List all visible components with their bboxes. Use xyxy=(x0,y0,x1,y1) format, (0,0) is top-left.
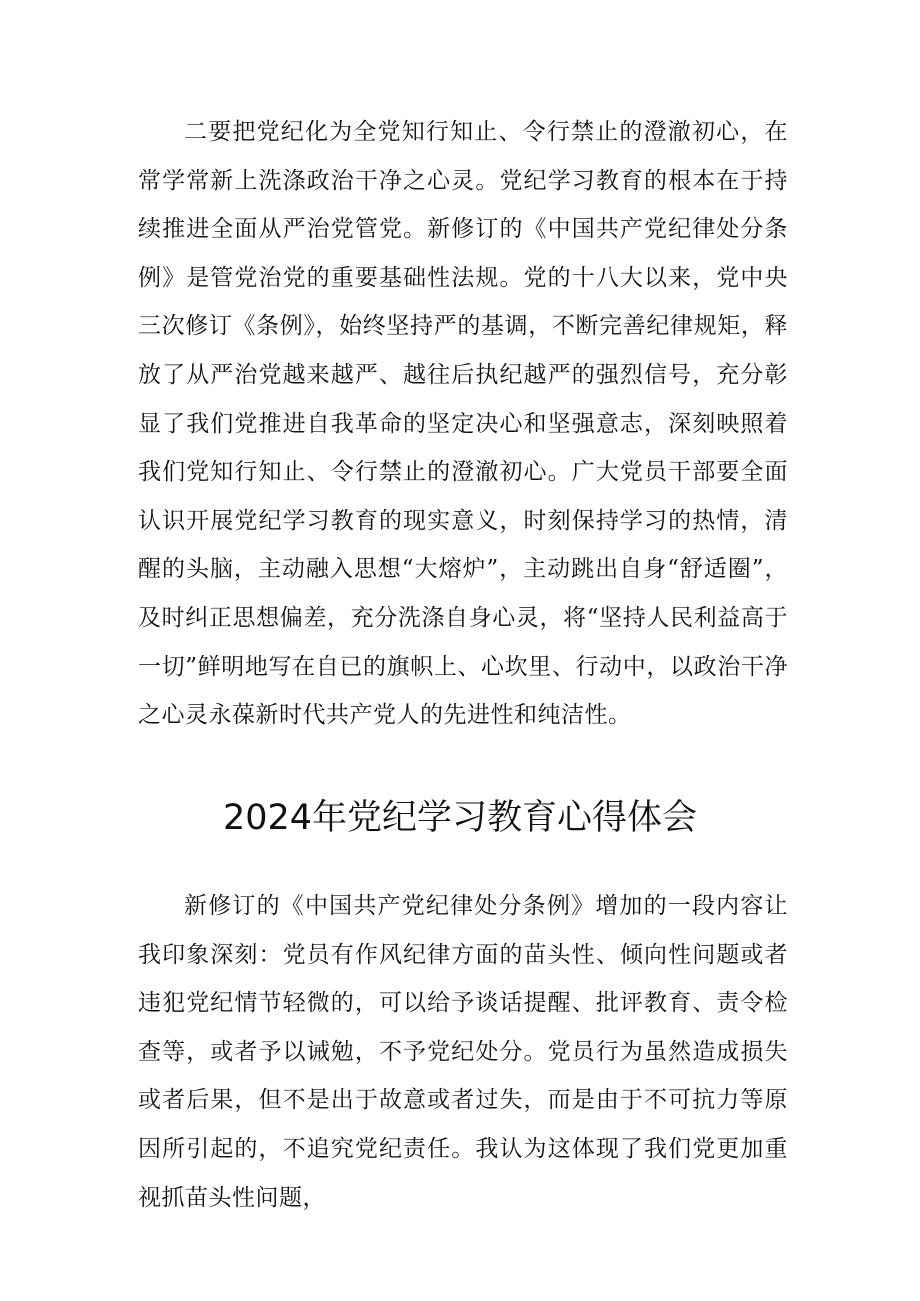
body-paragraph-1: 二要把党纪化为全党知行知止、令行禁止的澄澈初心，在常学常新上洗涤政治干净之心灵。党纪学习教育的根本在于持续推进全面从严治党管党。新修订的《中国共产党纪律处分条例》是管党治党的重要基础性法规。党的十八大以来，党中央三次修订《条例》，始终坚持严的基调，不断完善纪律规矩，释放了从严治党越来越严、越往后执纪越严的强烈信号，充分彰显了我们党推进自我革命的坚定决心和坚强意志，深刻映照着我们党知行知止、令行禁止的澄澈初心。广大党员干部要全面认识开展党纪学习教育的现实意义，时刻保持学习的热情，清醒的头脑，主动融入思想“大熔炉”，主动跳出自身“舒适圈”，及时纠正思想偏差，充分洗涤自身心灵，将“坚持人民利益高于一切”鲜明地写在自已的旗帜上、心坎里、行动中，以政治干净之心灵永葆新时代共产党人的先进性和纯洁性。 xyxy=(138,119,788,729)
section-title: 2024年党纪学习教育心得体会 xyxy=(222,798,698,838)
body-paragraph-2: 新修订的《中国共产党纪律处分条例》增加的一段内容让我印象深刻：党员有作风纪律方面的苗头性、倾向性问题或者违犯党纪情节轻微的，可以给予谈话提醒、批评教育、责令检查等，或者予以诫勉，不予党纪处分。党员行为虽然造成损失或者后果，但不是出于故意或者过失，而是由于不可抗力等原因所引起的，不追究党纪责任。我认为这体现了我们党更加重视抓苗头性问题， xyxy=(138,893,788,1211)
